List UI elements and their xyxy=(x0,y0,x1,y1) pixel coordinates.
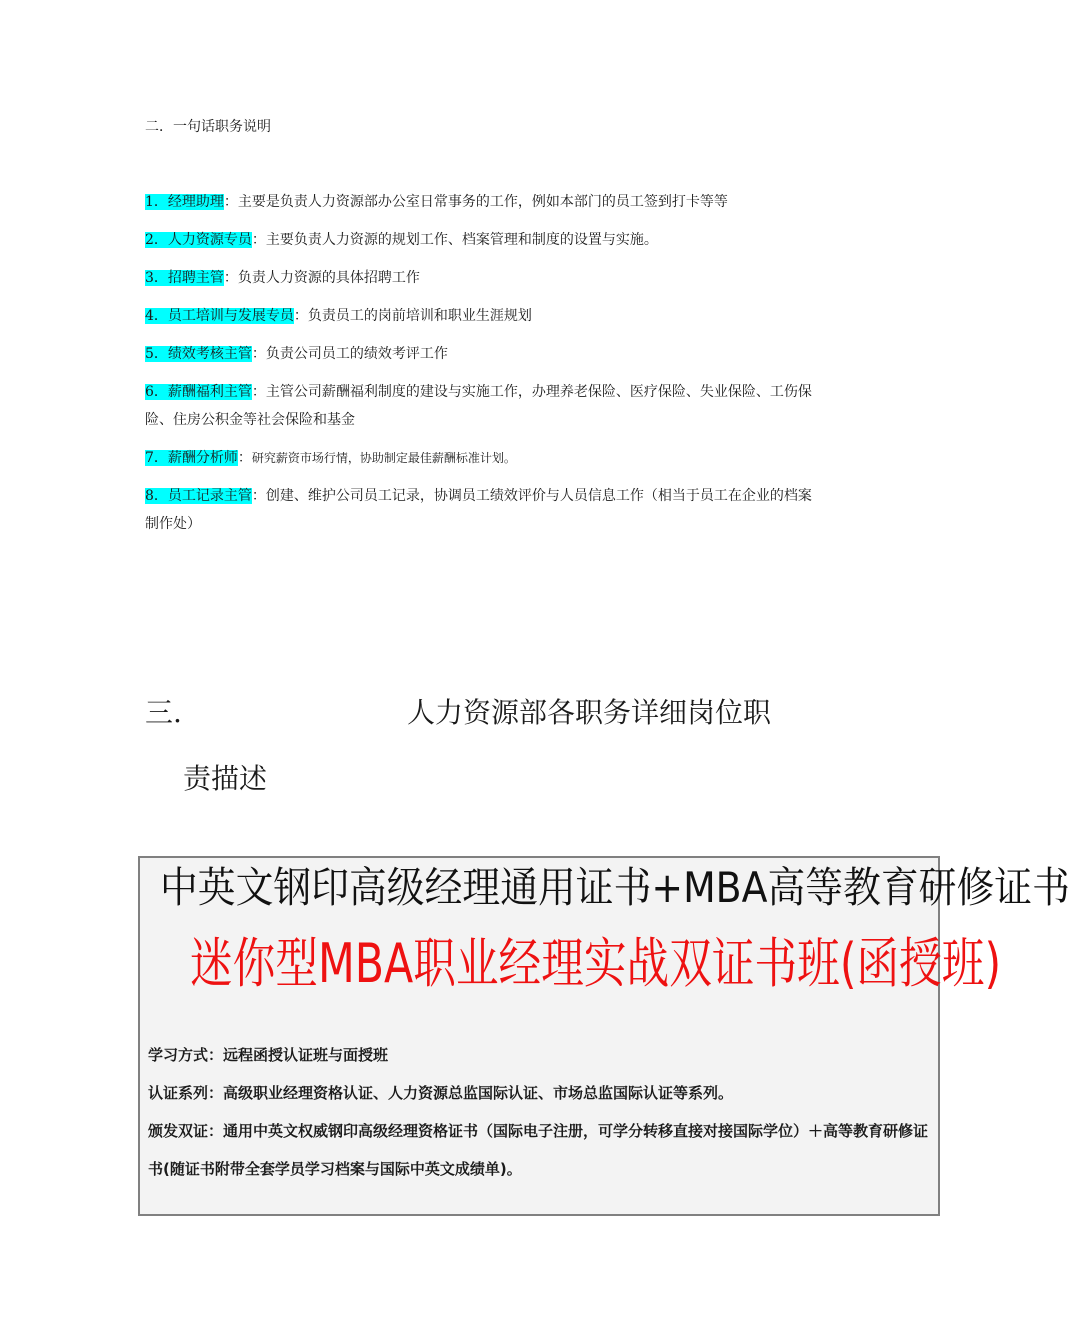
duty-item: 6．薪酬福利主管：主管公司薪酬福利制度的建设与实施工作，办理养老保险、医疗保险、失业保险、工伤保险、住房公积金等社会保险和基金 xyxy=(145,384,812,428)
duty-text: 主要是负责人力资源部办公室日常事务的工作，例如本部门的员工签到打卡等等 xyxy=(237,194,728,210)
section-3-heading xyxy=(145,680,825,812)
duty-item: 3．招聘主管：负责人力资源的具体招聘工作 xyxy=(145,270,420,286)
duty-title: 5．绩效考核主管 xyxy=(145,346,252,362)
ad-body xyxy=(148,1036,938,1188)
duty-item: 1．经理助理：主要是负责人力资源部办公室日常事务的工作，例如本部门的员工签到打卡等等 xyxy=(145,194,728,210)
ad-line-certification: 认证系列：高级职业经理资格认证、人力资源总监国际认证、市场总监国际认证等系列。 xyxy=(148,1084,734,1102)
section-2-heading: 二．一句话职务说明 xyxy=(145,119,271,135)
duty-title: 8．员工记录主管 xyxy=(145,488,252,504)
duty-list xyxy=(145,188,815,548)
duty-title: 6．薪酬福利主管 xyxy=(145,384,252,400)
duty-title: 4．员工培训与发展专员 xyxy=(145,308,294,324)
duty-text: 主要负责人力资源的规划工作、档案管理和制度的设置与实施。 xyxy=(265,232,658,248)
duty-text: 主管公司薪酬福利制度的建设与实施工作，办理养老保险、医疗保险、失业保险、工伤保险、住房公积金等社会保险和基金 xyxy=(145,384,812,428)
section-3-title-continued: 责描述 xyxy=(183,762,268,795)
duty-text: 创建、维护公司员工记录，协调员工绩效评价与人员信息工作（相当于员工在企业的档案制作处） xyxy=(145,488,812,532)
advertisement-box xyxy=(138,856,1070,1216)
duty-text: 负责公司员工的绩效考评工作 xyxy=(265,346,448,362)
duty-text: 负责人力资源的具体招聘工作 xyxy=(237,270,420,286)
section-3-title: 人力资源部各职务详细岗位职 xyxy=(407,696,772,729)
duty-item: 7．薪酬分析师：研究薪资市场行情，协助制定最佳薪酬标准计划。 xyxy=(145,450,516,466)
duty-item: 4．员工培训与发展专员：负责员工的岗前培训和职业生涯规划 xyxy=(145,308,532,324)
duty-title: 2．人力资源专员 xyxy=(145,232,252,248)
duty-title: 3．招聘主管 xyxy=(145,270,224,286)
section-3-number: 三. xyxy=(145,696,182,729)
duty-text: 负责员工的岗前培训和职业生涯规划 xyxy=(307,308,532,324)
section-3-heading-line-1 xyxy=(145,680,825,746)
duty-item: 5．绩效考核主管：负责公司员工的绩效考评工作 xyxy=(145,346,448,362)
ad-line-study-mode: 学习方式：远程函授认证班与面授班 xyxy=(148,1046,389,1064)
duty-text: 研究薪资市场行情，协助制定最佳薪酬标准计划。 xyxy=(251,451,516,465)
duty-item: 2．人力资源专员：主要负责人力资源的规划工作、档案管理和制度的设置与实施。 xyxy=(145,232,658,248)
ad-title: 中英文钢印高级经理通用证书+MBA高等教育研修证书 xyxy=(160,863,1070,912)
duty-title: 7．薪酬分析师 xyxy=(145,450,238,466)
ad-line-dual-certificate: 颁发双证：通用中英文权威钢印高级经理资格证书（国际电子注册，可学分转移直接对接国际学位）＋高等教育研修证书(随证书附带全套学员学习档案与国际中英文成绩单)。 xyxy=(148,1122,929,1178)
duty-item: 8．员工记录主管：创建、维护公司员工记录，协调员工绩效评价与人员信息工作（相当于员工在企业的档案制作处） xyxy=(145,488,812,532)
duty-title: 1．经理助理 xyxy=(145,194,224,210)
ad-subtitle: 迷你型MBA职业经理实战双证书班(函授班) xyxy=(190,932,1002,995)
